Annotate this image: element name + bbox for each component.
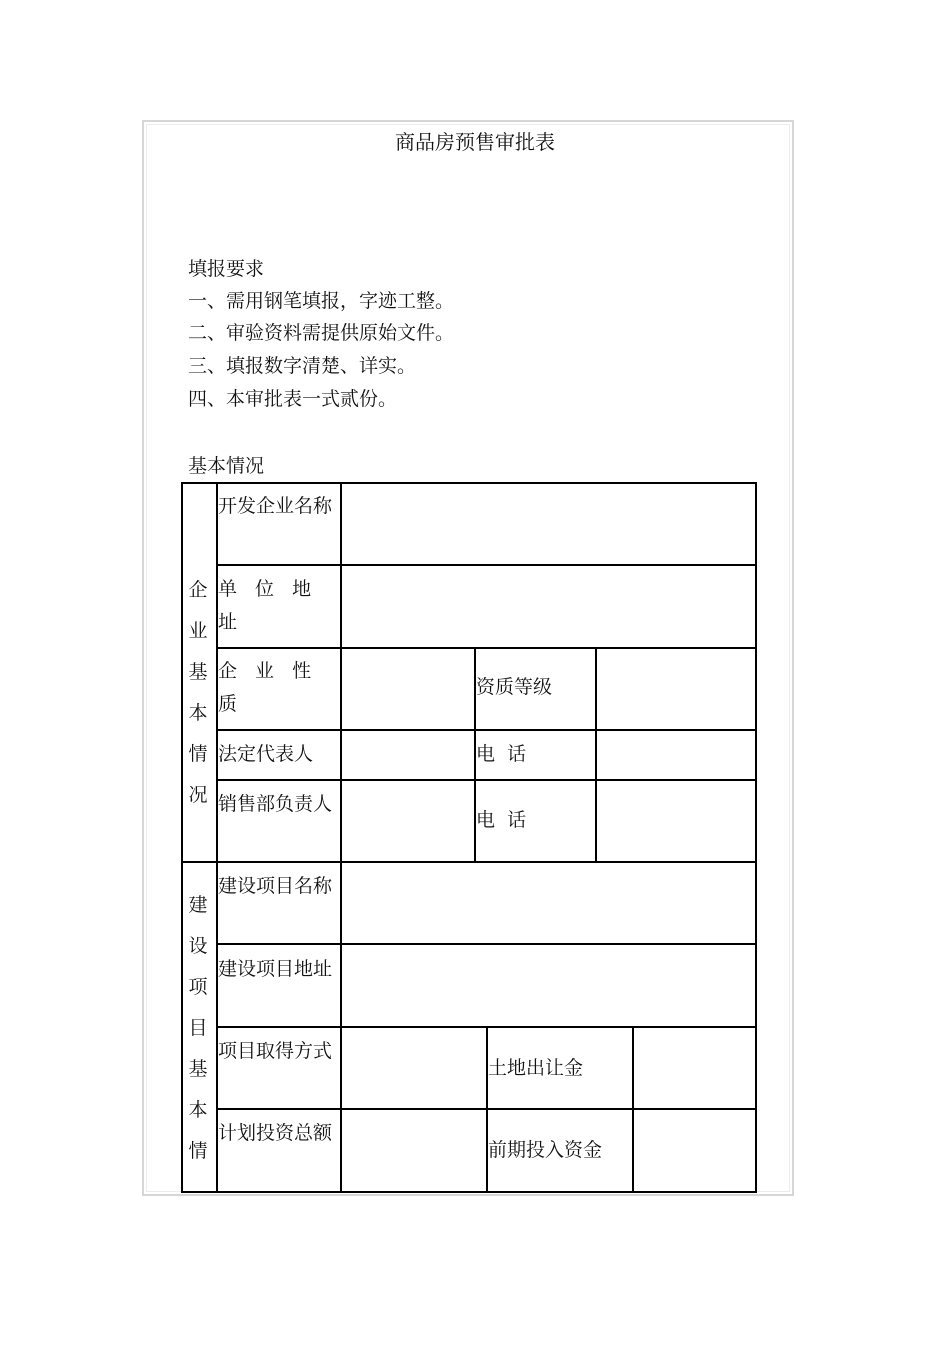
acquire-method-field[interactable] [343, 1029, 485, 1107]
label-planned-invest: 计划投资总额 [218, 1122, 333, 1144]
nature-field[interactable] [343, 650, 473, 728]
table-divider [216, 779, 757, 781]
project-address-field[interactable] [343, 946, 754, 1025]
label-legal-rep: 法定代表人 [218, 743, 314, 765]
label-dev-name: 开发企业名称 [218, 495, 333, 517]
address-field[interactable] [343, 567, 754, 646]
label-early-funds: 前期投入资金 [488, 1139, 603, 1161]
group-label-project: 建设项目基本情 [188, 894, 208, 1162]
legal-rep-field[interactable] [343, 732, 473, 778]
label-address: 单 位 地 址 [218, 578, 318, 633]
table-divider [181, 861, 757, 863]
early-funds-field[interactable] [635, 1111, 754, 1190]
requirement-3: 三、填报数字清楚、详实。 [188, 355, 417, 377]
requirement-4: 四、本审批表一式贰份。 [188, 388, 398, 410]
dev-name-field[interactable] [343, 485, 754, 563]
phone-1-field[interactable] [598, 732, 754, 778]
table-divider [340, 482, 342, 1193]
requirements-heading: 填报要求 [188, 258, 265, 280]
project-name-field[interactable] [343, 864, 754, 942]
requirement-1: 一、需用钢笔填报，字迹工整。 [188, 290, 455, 312]
section-heading: 基本情况 [188, 455, 265, 477]
label-land-fee: 土地出让金 [488, 1057, 584, 1079]
label-sales-head: 销售部负责人 [218, 793, 333, 815]
requirement-2: 二、审验资料需提供原始文件。 [188, 322, 455, 344]
table-divider [216, 564, 757, 566]
table-divider [595, 647, 597, 862]
label-phone-1: 电 话 [476, 743, 527, 765]
label-qualification: 资质等级 [476, 676, 553, 698]
group-label-enterprise: 企业基本情况 [188, 579, 208, 806]
land-fee-field[interactable] [635, 1029, 754, 1107]
label-project-name: 建设项目名称 [218, 875, 333, 897]
table-divider [216, 1026, 757, 1028]
label-project-address: 建设项目地址 [218, 958, 333, 980]
table-divider [216, 647, 757, 649]
label-phone-2: 电 话 [476, 809, 527, 831]
table-divider [216, 729, 757, 731]
form-title: 商品房预售审批表 [395, 130, 555, 154]
table-divider [216, 1108, 757, 1110]
table-divider [216, 943, 757, 945]
planned-invest-field[interactable] [343, 1111, 485, 1190]
sales-head-field[interactable] [343, 782, 473, 860]
label-acquire-method: 项目取得方式 [218, 1040, 333, 1062]
phone-2-field[interactable] [598, 782, 754, 860]
qualification-field[interactable] [598, 650, 754, 728]
label-nature: 企 业 性 质 [218, 660, 318, 715]
